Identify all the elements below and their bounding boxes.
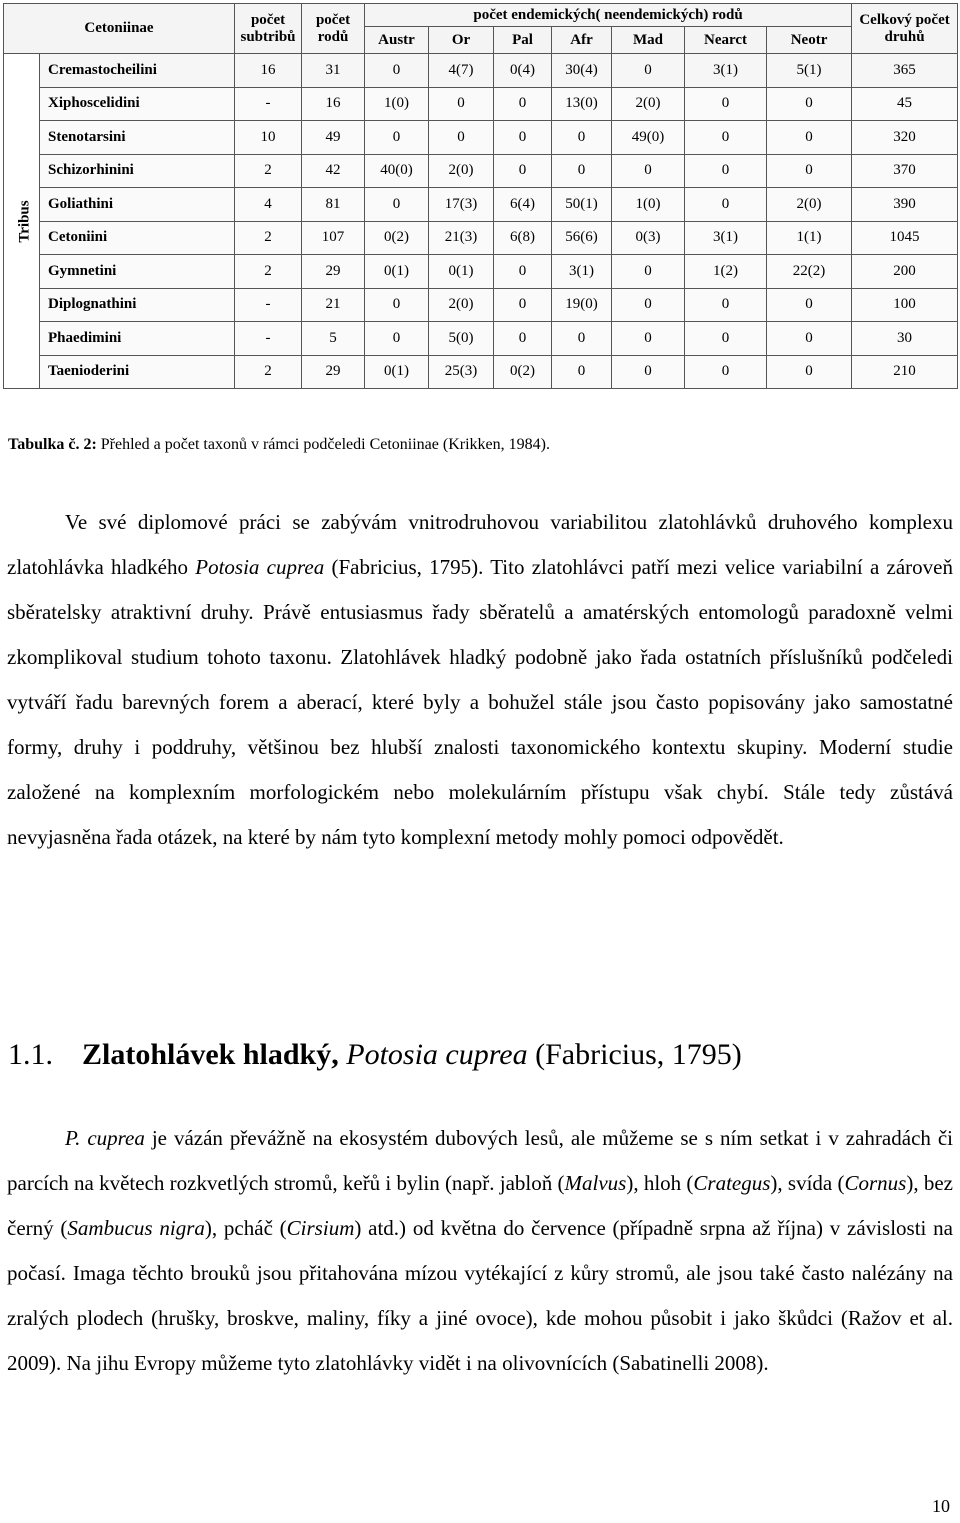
region-count-cell: 0 [494, 288, 552, 322]
region-count-cell: 0 [685, 288, 767, 322]
region-count-cell: 22(2) [767, 255, 852, 289]
genera-cell: 29 [302, 355, 365, 389]
paragraph-habitat [7, 1116, 953, 1386]
region-count-cell: 0 [552, 355, 612, 389]
paragraph-text: Ve své diplomové práci se zabývám vnitrodruhovou variabilitou zlatohlávků druhového komplexu zlatohlávka hladkého [7, 510, 953, 579]
total-species-cell: 100 [852, 288, 958, 322]
region-count-cell: 3(1) [685, 221, 767, 255]
region-count-cell: 0 [552, 154, 612, 188]
table-row [4, 54, 958, 88]
region-count-cell: 0(4) [494, 54, 552, 88]
region-count-cell: 1(2) [685, 255, 767, 289]
table-row [4, 221, 958, 255]
paragraph-text: (Fabricius, 1795). Tito zlatohlávci patří mezi velice variabilní a zároveň sběratelsky atraktivní druhy. Právě entusiasmus řady sběratelů a amatérských entomologů paradoxně velmi zkomplikoval studium tohoto taxonu. Zlatohlávek hladký podobně jako řada ostatních příslušníků podčeledi vytváří řadu barevných forem a aberací, které byly a bohužel stále jsou často popisovány jako samostatné formy, druhy i poddruhy, většinou bez hlubší znalosti taxonomického kontextu skupiny. Moderní studie založené na komplexním morfologickém nebo molekulárním přístupu však chybí. Stále tedy zůstává nevyjasněna řada otázek, na které by nám tyto komplexní metody mohly pomoci odpovědět. [7, 555, 953, 849]
region-count-cell: 0 [365, 121, 429, 155]
page-number: 10 [932, 1496, 950, 1516]
caption-label: Tabulka č. 2: [8, 436, 97, 453]
region-count-cell: 1(1) [767, 221, 852, 255]
tribe-name-cell: Goliathini [40, 188, 235, 222]
paragraph-intro [7, 500, 953, 860]
region-count-cell: 0(1) [365, 255, 429, 289]
region-count-cell: 0 [767, 355, 852, 389]
subtribes-cell: 2 [235, 255, 302, 289]
total-species-cell: 200 [852, 255, 958, 289]
tribe-name-cell: Cetoniini [40, 221, 235, 255]
total-species-cell: 1045 [852, 221, 958, 255]
region-count-cell: 0 [494, 121, 552, 155]
region-count-cell: 0(2) [494, 355, 552, 389]
region-count-cell: 0 [767, 322, 852, 356]
plant-species: Sambucus nigra [67, 1216, 205, 1240]
region-count-cell: 3(1) [552, 255, 612, 289]
region-header: Pal [494, 27, 552, 54]
region-count-cell: 0 [685, 355, 767, 389]
heading-bold: Zlatohlávek hladký, [82, 1038, 339, 1071]
region-count-cell: 0 [612, 54, 685, 88]
region-count-cell: 0 [494, 154, 552, 188]
region-count-cell: 19(0) [552, 288, 612, 322]
genera-header: počet rodů [302, 4, 365, 54]
region-count-cell: 0 [365, 322, 429, 356]
table-row [4, 121, 958, 155]
total-species-cell: 210 [852, 355, 958, 389]
region-count-cell: 3(1) [685, 54, 767, 88]
plant-genus: Cornus [844, 1171, 907, 1195]
subtribes-cell: 2 [235, 355, 302, 389]
table-row [4, 322, 958, 356]
endemic-group-header: počet endemických( neendemických) rodů [365, 4, 852, 27]
total-species-cell: 45 [852, 87, 958, 121]
region-header: Nearct [685, 27, 767, 54]
table-row [4, 255, 958, 289]
plant-genus: Cirsium [286, 1216, 355, 1240]
region-count-cell: 0 [767, 154, 852, 188]
section-number: 1.1. [8, 1038, 53, 1071]
table-row [4, 87, 958, 121]
total-species-cell: 365 [852, 54, 958, 88]
subtribes-cell: - [235, 322, 302, 356]
region-count-cell: 5(1) [767, 54, 852, 88]
region-header: Afr [552, 27, 612, 54]
tribus-label: Tribus [4, 54, 40, 389]
total-species-header: Celkový počet druhů [852, 4, 958, 54]
corner-header: Cetoniinae [4, 4, 235, 54]
table-row [4, 188, 958, 222]
region-count-cell: 0 [429, 87, 494, 121]
taxon-table [3, 3, 958, 389]
region-count-cell: 0 [365, 54, 429, 88]
tribe-name-cell: Diplognathini [40, 288, 235, 322]
region-count-cell: 0(1) [429, 255, 494, 289]
total-species-cell: 30 [852, 322, 958, 356]
plant-genus: Crategus [693, 1171, 771, 1195]
region-count-cell: 0 [612, 255, 685, 289]
tribe-name-cell: Cremastocheilini [40, 54, 235, 88]
subtribes-cell: - [235, 87, 302, 121]
table-header [4, 4, 958, 54]
region-count-cell: 0(1) [365, 355, 429, 389]
genera-cell: 81 [302, 188, 365, 222]
total-species-cell: 320 [852, 121, 958, 155]
genera-cell: 5 [302, 322, 365, 356]
subtribes-header: počet subtribů [235, 4, 302, 54]
region-count-cell: 5(0) [429, 322, 494, 356]
region-count-cell: 0 [365, 188, 429, 222]
region-count-cell: 0 [685, 121, 767, 155]
region-count-cell: 56(6) [552, 221, 612, 255]
region-header: Mad [612, 27, 685, 54]
region-count-cell: 0 [494, 87, 552, 121]
region-count-cell: 0 [365, 288, 429, 322]
region-count-cell: 1(0) [365, 87, 429, 121]
region-count-cell: 1(0) [612, 188, 685, 222]
region-count-cell: 25(3) [429, 355, 494, 389]
caption-text: Přehled a počet taxonů v rámci podčeledi Cetoniinae (Krikken, 1984). [100, 436, 550, 453]
tribe-name-cell: Schizorhinini [40, 154, 235, 188]
region-count-cell: 0 [494, 322, 552, 356]
region-count-cell: 0(3) [612, 221, 685, 255]
total-species-cell: 390 [852, 188, 958, 222]
region-count-cell: 21(3) [429, 221, 494, 255]
region-count-cell: 0(2) [365, 221, 429, 255]
tribe-name-cell: Xiphoscelidini [40, 87, 235, 121]
region-count-cell: 49(0) [612, 121, 685, 155]
paragraph-text: ), hloh ( [626, 1171, 694, 1195]
subtribes-cell: 2 [235, 221, 302, 255]
table-row [4, 154, 958, 188]
region-count-cell: 6(8) [494, 221, 552, 255]
genera-cell: 107 [302, 221, 365, 255]
table-caption [8, 436, 550, 454]
paragraph-text: ), bez černý ( [7, 1171, 953, 1240]
region-count-cell: 50(1) [552, 188, 612, 222]
genera-cell: 49 [302, 121, 365, 155]
heading-species: Potosia cuprea [346, 1038, 528, 1071]
region-count-cell: 0 [767, 121, 852, 155]
region-count-cell: 2(0) [429, 288, 494, 322]
genera-cell: 29 [302, 255, 365, 289]
genera-cell: 16 [302, 87, 365, 121]
region-count-cell: 0 [612, 288, 685, 322]
region-count-cell: 0 [685, 154, 767, 188]
region-header: Neotr [767, 27, 852, 54]
region-count-cell: 0 [429, 121, 494, 155]
plant-genus: Malvus [564, 1171, 627, 1195]
subtribes-cell: 4 [235, 188, 302, 222]
region-count-cell: 0 [685, 322, 767, 356]
region-count-cell: 0 [685, 87, 767, 121]
region-count-cell: 0 [612, 355, 685, 389]
region-header: Austr [365, 27, 429, 54]
region-count-cell: 0 [685, 188, 767, 222]
tribe-name-cell: Taenioderini [40, 355, 235, 389]
region-count-cell: 0 [612, 322, 685, 356]
region-count-cell: 4(7) [429, 54, 494, 88]
species-abbrev: P. cuprea [65, 1126, 145, 1150]
paragraph-text: ) atd.) od května do července (případně srpna až října) v závislosti na počasí. Imaga těchto brouků jsou přitahována mízou vytékající z kůry stromů, ale jsou také často nalézány na zralých plodech (hrušky, broskve, maliny, fíky a jiné ovoce), kde mohou působit i jako škůdci (Ražov et al. 2009). Na jihu Evropy můžeme tyto zlatohlávky vidět i na olivovnících (Sabatinelli 2008). [7, 1216, 953, 1375]
table-body [4, 54, 958, 389]
heading-authority: (Fabricius, 1795) [535, 1038, 742, 1071]
subtribes-cell: 16 [235, 54, 302, 88]
region-count-cell: 17(3) [429, 188, 494, 222]
tribe-name-cell: Gymnetini [40, 255, 235, 289]
paragraph-text: ), svída ( [770, 1171, 845, 1195]
genera-cell: 42 [302, 154, 365, 188]
region-count-cell: 2(0) [612, 87, 685, 121]
region-count-cell: 13(0) [552, 87, 612, 121]
subtribes-cell: - [235, 288, 302, 322]
region-header: Or [429, 27, 494, 54]
taxon-table-wrapper [3, 3, 957, 389]
region-count-cell: 0 [612, 154, 685, 188]
paragraph-text: ), pcháč ( [204, 1216, 287, 1240]
genera-cell: 31 [302, 54, 365, 88]
region-count-cell: 0 [767, 87, 852, 121]
region-count-cell: 6(4) [494, 188, 552, 222]
subtribes-cell: 2 [235, 154, 302, 188]
tribe-name-cell: Stenotarsini [40, 121, 235, 155]
region-count-cell: 0 [494, 255, 552, 289]
section-heading [8, 1038, 742, 1072]
region-count-cell: 2(0) [429, 154, 494, 188]
region-count-cell: 2(0) [767, 188, 852, 222]
total-species-cell: 370 [852, 154, 958, 188]
region-count-cell: 0 [767, 288, 852, 322]
genera-cell: 21 [302, 288, 365, 322]
table-row [4, 355, 958, 389]
region-count-cell: 0 [552, 322, 612, 356]
tribe-name-cell: Phaedimini [40, 322, 235, 356]
region-count-cell: 30(4) [552, 54, 612, 88]
paragraph-text: je vázán převážně na ekosystém dubových lesů, ale můžeme se s ním setkat i v zahradách či parcích na květech rozkvetlých stromů, keřů i bylin (např. jabloň ( [7, 1126, 954, 1195]
region-count-cell: 0 [552, 121, 612, 155]
species-name: Potosia cuprea [195, 555, 325, 579]
subtribes-cell: 10 [235, 121, 302, 155]
table-row [4, 288, 958, 322]
region-count-cell: 40(0) [365, 154, 429, 188]
